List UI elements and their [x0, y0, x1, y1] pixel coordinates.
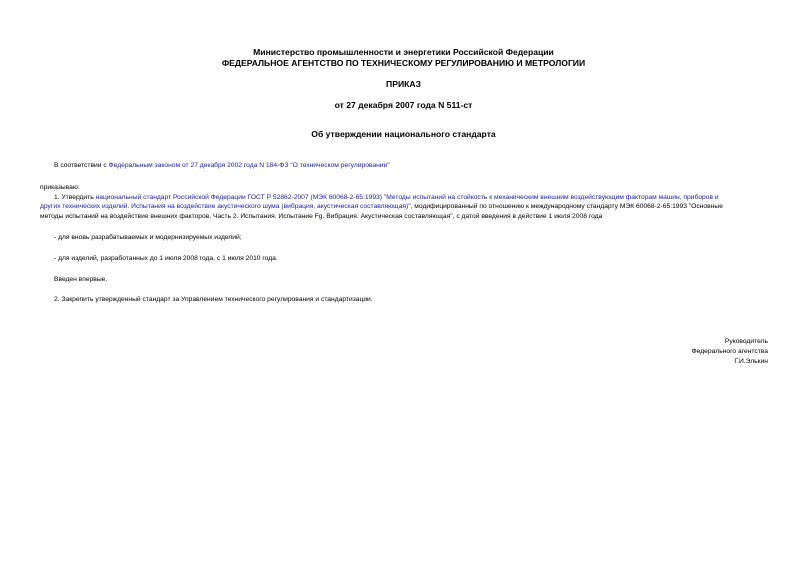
- signature-title-1: Руководитель: [724, 338, 768, 345]
- ministry-heading: Министерство промышленности и энергетики Российской Федерации: [253, 47, 554, 57]
- item1-line-b: [40, 202, 723, 211]
- intro-paragraph: [54, 161, 390, 170]
- introduced-note: Введен впервые.: [54, 276, 108, 283]
- document-subject: Об утверждении национального стандарта: [311, 129, 496, 139]
- bullet-existing-products: - для изделий, разработанных до 1 июля 2008 года, с 1 июля 2010 года.: [54, 255, 278, 262]
- signature-name: Г.И.Элькин: [734, 358, 768, 365]
- order-word: приказываю:: [40, 184, 80, 191]
- document-type: ПРИКАЗ: [386, 79, 421, 89]
- item2-paragraph: 2. Закрепить утвержденный стандарт за Управлением технического регулирования и стандартизации.: [54, 296, 373, 303]
- item1-line-c: методы испытаний на воздействие внешних факторов. Часть 2. Испытания. Испытание Fg. Вибрация. Акустическая составляющая", с датой введения в действие 1 июля 2008 года: [40, 213, 603, 220]
- intro-prefix: В соответствии с: [54, 162, 109, 169]
- document-date-number: от 27 декабря 2007 года N 511-ст: [334, 100, 473, 110]
- item1-rest-b: , модифицированный по отношению к международному стандарту МЭК 60068-2-65:1993 "Основные: [410, 203, 723, 210]
- standard-link-part-a[interactable]: национальный стандарт Российской Федерации ГОСТ Р 52862-2007 (МЭК 60068-2-65:1993) "Методы испытаний на стойкость к механическим внешним воздействующим факторам машин, приборов и: [95, 194, 719, 201]
- standard-link-part-b[interactable]: других технических изделий. Испытания на воздействие акустического шума (вибрация, акустическая составляющая)": [40, 203, 411, 210]
- item1-prefix: 1. Утвердить: [54, 194, 96, 201]
- item1-line-a: [54, 193, 719, 202]
- agency-heading: ФЕДЕРАЛЬНОЕ АГЕНТСТВО ПО ТЕХНИЧЕСКОМУ РЕГУЛИРОВАНИЮ И МЕТРОЛОГИИ: [221, 58, 586, 68]
- bullet-new-products: - для вновь разрабатываемых и модернизируемых изделий;: [54, 234, 242, 241]
- signature-title-2: Федерального агентства: [691, 348, 768, 355]
- federal-law-link[interactable]: Федеральным законом от 27 декабря 2002 года N 184-ФЗ "О техническом регулировании": [108, 162, 390, 169]
